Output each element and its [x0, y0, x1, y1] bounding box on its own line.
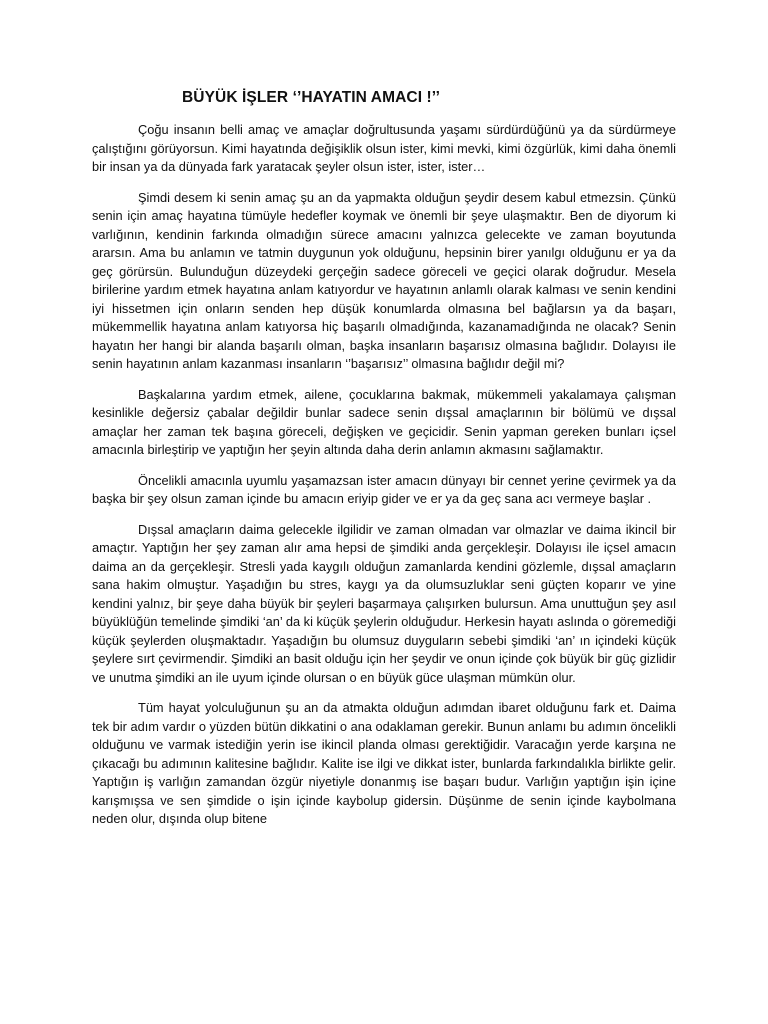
- paragraph-1: Çoğu insanın belli amaç ve amaçlar doğrultusunda yaşamı sürdürdüğünü ya da sürdürmeye çalıştığını görüyorsun. Kimi hayatında değişiklik olsun ister, kimi mevki, kimi özgürlük, kimi daha önemli bir insan ya da dünyada fark yaratacak şeyler olsun ister, ister, ister…: [92, 122, 676, 174]
- document-title: BÜYÜK İŞLER ‘’HAYATIN AMACI !’’: [182, 89, 441, 106]
- paragraph-4: Öncelikli amacınla uyumlu yaşamazsan ister amacın dünyayı bir cennet yerine çevirmek ya da başka bir şey olsun zaman içinde bu amacın eriyip gider ve er ya da geç sana acı vermeye başlar .: [92, 472, 676, 506]
- paragraph-5: Dışsal amaçların daima gelecekle ilgilidir ve zaman olmadan var olmazlar ve daima ikincil bir amaçtır. Yaptığın her şey zaman alır ama hepsi de şimdiki anda gerçekleşir. Dolayısı ile içsel amacın daima an da gerçekleşir. Stresli yada kaygılı olduğun zamanlarda kendini gözlemle, dışsal amaçların sana hakim olmuştur. Yaşadığın bu stres, kaygı ya da olumsuzluklar seni güçten koparır ve yine kendini yalnız, bir şeye daha büyük bir şeyleri başarmaya çalışırken bulursun. Ama unuttuğun şey asıl büyüklüğün temelinde şimdiki ‘an’ da ki küçük şeylerin olduğudur. Herkesin hayatı aslında o göremediği küçük şeylerden oluşmaktadır. Yaşadığın bu olumsuz duyguların sebebi şimdiki ‘an’ ın içindeki küçük şeylere sırt çevirmendir. Şimdiki an basit olduğu için her şeydir ve onun içinde çok büyük bir güç gizlidir ve unutma şimdiki an ile uyum içinde olursan o en büyük güce ulaşman mümkün olur.: [92, 521, 676, 685]
- paragraph-3: Başkalarına yardım etmek, ailene, çocuklarına bakmak, mükemmeli yakalamaya çalışman kesinlikle değersiz çabalar değildir bunlar sadece senin dışsal amaçlarının bir bölümü ve dışsal amaçlar her zaman tek başına göreceli, değişken ve geçicidir. Senin yapman gereken bunları içsel amacınla birleştirip ve yaptığın her şeyin altında daha derin anlamın akmasını sağlamaktır.: [92, 386, 676, 457]
- paragraph-2: Şimdi desem ki senin amaç şu an da yapmakta olduğun şeydir desem kabul etmezsin. Çünkü senin için amaç hayatına tümüyle hedefler koymak ve önemli bir şeye ulaşmaktır. Ben de diyorum ki varlığının, kendinin farkında olmadığın sürece amacını yalnızca gelecekte ve zaman boyutunda ararsın. Ama bu anlamın ve tatmin duygunun yok olduğunu, hepsinin birer yanılgı olduğunu er ya da geç görürsün. Bulunduğun düzeydeki gerçeğin sadece göreceli ve geçici olarak doğrudur. Mesela birilerine yardım etmek hayatına anlam katıyordur ve hayatının anlamlı olarak kalması ve senin kendini iyi hissetmen için onların senden hep düşük konumlarda olmasına bel bağlarsın ya da başarı, mükemmellik hayatına anlam katıyorsa hiç başarılı olmadığında, kazanamadığında ne olacak? Senin hayatın her hangi bir alanda başarılı olman, başka insanların başarısız olmasına bağlıdır. Dolayısı ile senin hayatının anlam kazanması insanların ‘’başarısız’’ olmasına bağlıdır değil mi?: [92, 189, 676, 371]
- paragraph-6: Tüm hayat yolculuğunun şu an da atmakta olduğun adımdan ibaret olduğunu fark et. Daima tek bir adım vardır o yüzden bütün dikkatini o ana odaklaman gerekir. Bunun anlamı bu adımın öncelikli olduğunu ve varmak istediğin yerin ise ikincil planda olması gerektiğidir. Varacağın yerde karşına ne çıkacağı bu adımının kalitesine bağlıdır. Kalite ise ilgi ve dikkat ister, bunlarda farkındalıkla birlikte gelir. Yaptığın iş varlığın zamandan özgür niyetiyle donanmış ise başarı budur. Varlığın yaptığın işin içine karışmışsa ve sen şimdide o işin içinde kaybolup gidersin. Düşünme de senin içinde kaybolmana neden olur, dışında olup bitene: [92, 700, 676, 826]
